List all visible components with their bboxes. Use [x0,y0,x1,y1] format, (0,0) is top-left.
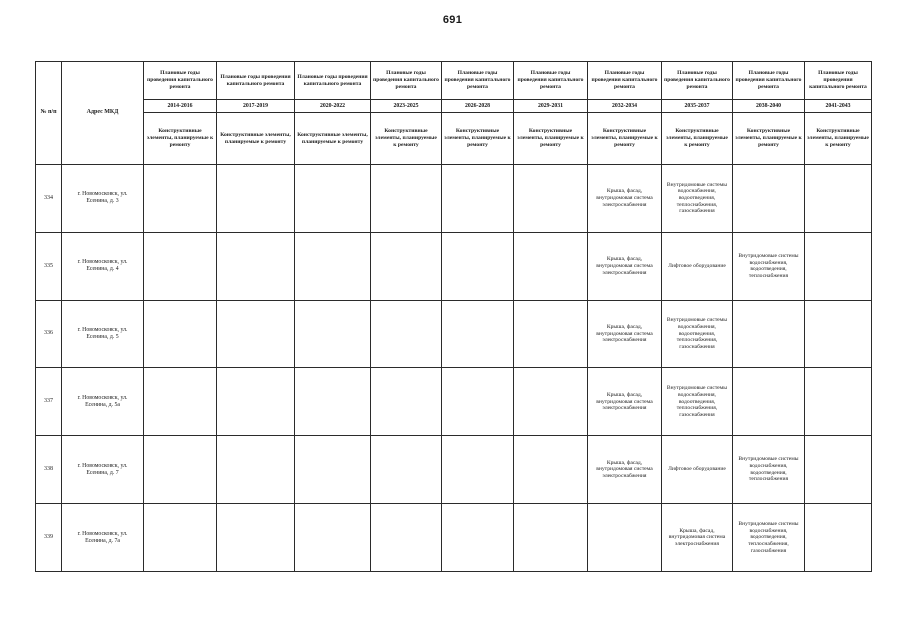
repair-elements-cell: Лифтовое оборудование [662,436,733,504]
repair-elements-cell [144,504,217,572]
repair-elements-cell [371,368,442,436]
repair-schedule-table [35,61,872,572]
repair-elements-cell [442,368,514,436]
header-period-title: Плановые годы проведения капитального ремонта [588,62,662,100]
repair-elements-cell [805,300,872,368]
header-period-years: 2041-2043 [805,100,872,113]
header-period-elements: Конструктивные элементы, планируемые к ремонту [217,113,295,165]
repair-elements-cell [805,368,872,436]
header-period-title: Плановые годы проведения капитального ремонта [295,62,371,100]
header-period-years: 2032-2034 [588,100,662,113]
table-row [36,232,872,300]
repair-elements-cell [514,436,588,504]
header-period-years: 2035-2037 [662,100,733,113]
repair-elements-cell: Внутридомовые системы водоснабжения, водоотведения, теплоснабжения [733,232,805,300]
repair-elements-cell [144,436,217,504]
page-number: 691 [442,14,463,26]
header-period-title: Плановые годы проведения капитального ремонта [733,62,805,100]
repair-elements-cell [733,165,805,233]
repair-elements-cell [514,504,588,572]
table-header [36,62,872,165]
row-address: г. Новомосковск, ул. Есенина, д. 7а [62,504,144,572]
header-period-years: 2017-2019 [217,100,295,113]
table-body [36,165,872,572]
repair-elements-cell: Внутридомовые системы водоснабжения, водоотведения, теплоснабжения [733,436,805,504]
repair-elements-cell [295,300,371,368]
header-period-years: 2020-2022 [295,100,371,113]
row-number: 339 [36,504,62,572]
row-number: 337 [36,368,62,436]
repair-elements-cell: Крыша, фасад, внутридомовая система электроснабжения [662,504,733,572]
repair-elements-cell [217,300,295,368]
header-period-years: 2023-2025 [371,100,442,113]
header-period-title: Плановые годы проведения капитального ремонта [805,62,872,100]
repair-elements-cell [588,504,662,572]
repair-elements-cell [371,504,442,572]
repair-elements-cell [442,165,514,233]
repair-elements-cell [295,504,371,572]
repair-elements-cell: Внутридомовые системы водоснабжения, водоотведения, теплоснабжения, газоснабжения [733,504,805,572]
header-period-elements: Конструктивные элементы, планируемые к ремонту [442,113,514,165]
table-row [36,300,872,368]
table-row [36,368,872,436]
repair-elements-cell [217,368,295,436]
header-period-elements: Конструктивные элементы, планируемые к ремонту [144,113,217,165]
repair-elements-cell: Крыша, фасад, внутридомовая система электроснабжения [588,368,662,436]
row-address: г. Новомосковск, ул. Есенина, д. 3 [62,165,144,233]
header-period-elements: Конструктивные элементы, планируемые к ремонту [662,113,733,165]
repair-elements-cell [733,300,805,368]
repair-elements-cell [514,300,588,368]
header-address: Адрес МКД [62,62,144,165]
repair-elements-cell [295,165,371,233]
header-period-years: 2026-2028 [442,100,514,113]
header-period-elements: Конструктивные элементы, планируемые к ремонту [514,113,588,165]
header-period-title: Плановые годы проведения капитального ремонта [442,62,514,100]
repair-elements-cell: Крыша, фасад, внутридомовая система электроснабжения [588,232,662,300]
repair-elements-cell [514,232,588,300]
row-number: 334 [36,165,62,233]
repair-elements-cell [514,165,588,233]
repair-elements-cell [144,165,217,233]
table-row [36,436,872,504]
repair-elements-cell: Крыша, фасад, внутридомовая система электроснабжения [588,436,662,504]
repair-elements-cell: Лифтовое оборудование [662,232,733,300]
repair-elements-cell [805,436,872,504]
repair-elements-cell [733,368,805,436]
repair-elements-cell [371,232,442,300]
header-period-elements: Конструктивные элементы, планируемые к ремонту [371,113,442,165]
header-period-title: Плановые годы проведения капитального ремонта [144,62,217,100]
repair-elements-cell [144,232,217,300]
repair-elements-cell [295,232,371,300]
repair-elements-cell [217,436,295,504]
repair-elements-cell [144,368,217,436]
repair-elements-cell [295,436,371,504]
header-period-elements: Конструктивные элементы, планируемые к ремонту [733,113,805,165]
header-period-elements: Конструктивные элементы, планируемые к ремонту [295,113,371,165]
repair-elements-cell [442,436,514,504]
header-period-elements: Конструктивные элементы, планируемые к ремонту [588,113,662,165]
repair-elements-cell: Внутридомовые системы водоснабжения, водоотведения, теплоснабжения, газоснабжения [662,300,733,368]
row-number: 336 [36,300,62,368]
repair-elements-cell [442,300,514,368]
row-address: г. Новомосковск, ул. Есенина, д. 7 [62,436,144,504]
row-number: 335 [36,232,62,300]
repair-elements-cell: Крыша, фасад, внутридомовая система электроснабжения [588,300,662,368]
repair-elements-cell [217,165,295,233]
repair-elements-cell [442,504,514,572]
repair-elements-cell [805,504,872,572]
row-number: 338 [36,436,62,504]
repair-elements-cell [442,232,514,300]
repair-elements-cell: Крыша, фасад, внутридомовая система электроснабжения [588,165,662,233]
repair-elements-cell [514,368,588,436]
row-address: г. Новомосковск, ул. Есенина, д. 5 [62,300,144,368]
repair-elements-cell [371,165,442,233]
header-num: № п/п [36,62,62,165]
repair-elements-cell: Внутридомовые системы водоснабжения, водоотведения, теплоснабжения, газоснабжения [662,368,733,436]
table-row [36,165,872,233]
repair-elements-cell [371,300,442,368]
header-period-elements: Конструктивные элементы, планируемые к ремонту [805,113,872,165]
header-period-title: Плановые годы проведения капитального ремонта [217,62,295,100]
repair-elements-cell [217,504,295,572]
header-period-title: Плановые годы проведения капитального ремонта [371,62,442,100]
header-period-years: 2038-2040 [733,100,805,113]
repair-elements-cell: Внутридомовые системы водоснабжения, водоотведения, теплоснабжения, газоснабжения [662,165,733,233]
repair-elements-cell [217,232,295,300]
repair-elements-cell [295,368,371,436]
row-address: г. Новомосковск, ул. Есенина, д. 5а [62,368,144,436]
header-period-title: Плановые годы проведения капитального ремонта [662,62,733,100]
repair-elements-cell [371,436,442,504]
repair-elements-cell [805,232,872,300]
repair-elements-cell [144,300,217,368]
header-period-title: Плановые годы проведения капитального ремонта [514,62,588,100]
repair-elements-cell [805,165,872,233]
table-row [36,504,872,572]
header-period-years: 2029-2031 [514,100,588,113]
row-address: г. Новомосковск, ул. Есенина, д. 4 [62,232,144,300]
header-period-years: 2014-2016 [144,100,217,113]
